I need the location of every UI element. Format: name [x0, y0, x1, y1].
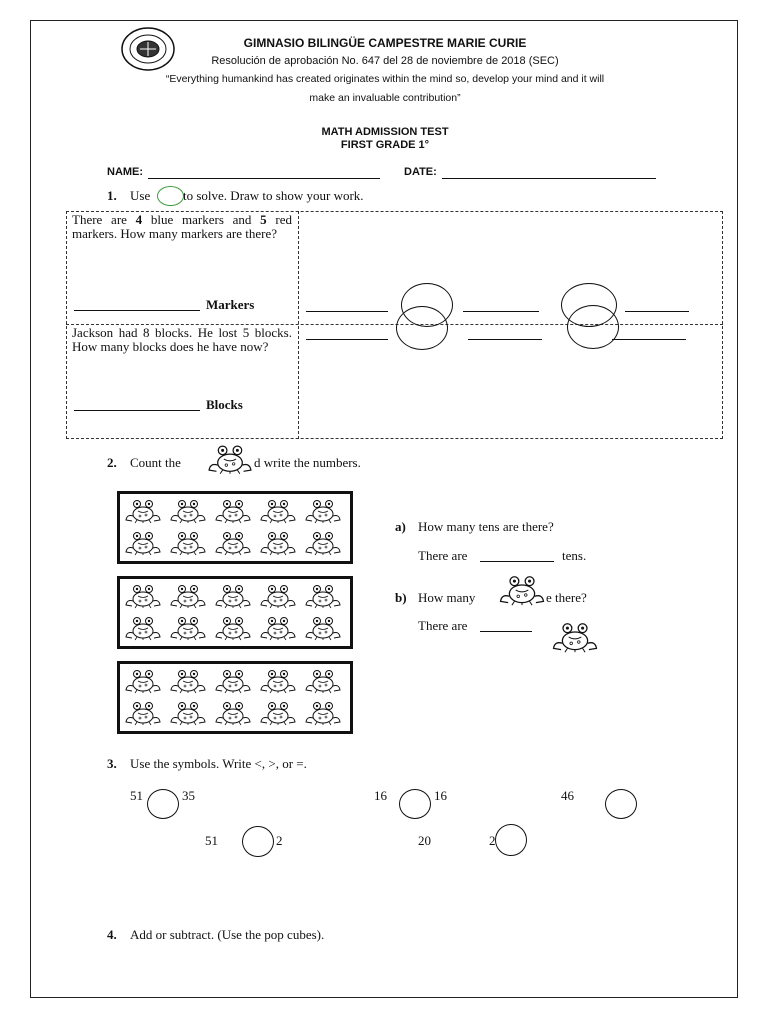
frog-icon: [214, 615, 252, 641]
work-line[interactable]: [306, 311, 388, 312]
frog-icon: [259, 530, 297, 556]
frog-icon: [169, 583, 207, 609]
frog-icon: [304, 583, 342, 609]
q1-prompt-before: Use: [130, 188, 151, 203]
frog-icon: [214, 583, 252, 609]
frog-icon: [124, 530, 162, 556]
q2a-answer-before: There are: [418, 548, 468, 563]
name-field[interactable]: [148, 178, 380, 179]
frog-icon: [124, 583, 162, 609]
frog-icon: [304, 700, 342, 726]
compare-right-number: 2: [489, 833, 496, 848]
compare-circle[interactable]: [605, 789, 637, 819]
school-name: GIMNASIO BILINGÜE CAMPESTRE MARIE CURIE: [243, 36, 527, 50]
compare-circle[interactable]: [399, 789, 431, 819]
q1-prompt-after: to solve. Draw to show your work.: [183, 188, 364, 203]
q2a-label: a): [395, 519, 406, 534]
date-field[interactable]: [442, 178, 656, 179]
q1-problem-2-text: Jackson had 8 blocks. He lost 5 blocks. How many blocks does he have now?: [72, 325, 292, 354]
q3-prompt: Use the symbols. Write <, >, or =.: [130, 756, 307, 771]
test-title: MATH ADMISSION TEST: [321, 126, 449, 138]
frog-group-box: [117, 661, 353, 734]
q2b-question-after: e there?: [546, 590, 587, 605]
frog-icon: [259, 615, 297, 641]
frog-group-box: [117, 576, 353, 649]
frog-icon: [124, 700, 162, 726]
q1-table-divider-v: [298, 211, 299, 439]
green-circle-icon: [157, 186, 184, 206]
work-circle[interactable]: [567, 305, 619, 349]
frog-icon: [124, 668, 162, 694]
frog-icon: [214, 498, 252, 524]
q2a-question: How many tens are there?: [418, 519, 554, 534]
frog-icon: [169, 530, 207, 556]
blocks-answer-line[interactable]: [74, 410, 200, 411]
compare-left-number: 16: [374, 788, 387, 803]
work-circle[interactable]: [396, 306, 448, 350]
frog-icon: [259, 668, 297, 694]
work-line[interactable]: [468, 339, 542, 340]
compare-right-number: 2: [276, 833, 283, 848]
q2b-label: b): [395, 590, 407, 605]
frog-icon: [169, 668, 207, 694]
tens-answer-line[interactable]: [480, 561, 554, 562]
q2b-question-before: How many: [418, 590, 476, 605]
compare-left-number: 51: [205, 833, 218, 848]
compare-right-number: 16: [434, 788, 447, 803]
compare-circle[interactable]: [242, 826, 274, 857]
compare-circle[interactable]: [147, 789, 179, 819]
date-label: DATE:: [404, 166, 437, 178]
q2-prompt-before: Count the: [130, 455, 181, 470]
frog-icon: [304, 530, 342, 556]
compare-left-number: 20: [418, 833, 431, 848]
q1-problem-1-text: There are 4 blue markers and 5 red markers. How many markers are there?: [72, 212, 292, 241]
markers-answer-line[interactable]: [74, 310, 200, 311]
frog-icon: [169, 615, 207, 641]
frog-icon: [304, 498, 342, 524]
frog-icon: [551, 620, 599, 654]
q2-prompt-after: d write the numbers.: [254, 455, 361, 470]
frog-icon: [214, 668, 252, 694]
name-label: NAME:: [107, 166, 144, 178]
frog-icon: [498, 573, 546, 607]
compare-circle[interactable]: [495, 824, 527, 856]
frog-icon: [259, 498, 297, 524]
frog-icon: [214, 530, 252, 556]
q4-number: 4.: [107, 927, 117, 942]
frogs-answer-line[interactable]: [480, 631, 532, 632]
frog-icon: [206, 443, 254, 475]
frog-icon: [124, 498, 162, 524]
q2b-answer-before: There are: [418, 618, 468, 633]
compare-left-number: 46: [561, 788, 574, 803]
q1-number: 1.: [107, 188, 117, 203]
quote-line-1: “Everything humankind has created originates within the mind so, develop your mind and it will: [165, 73, 605, 85]
work-line[interactable]: [625, 311, 689, 312]
resolution-line: Resolución de aprobación No. 647 del 28 de noviembre de 2018 (SEC): [211, 55, 559, 67]
quote-line-2: make an invaluable contribution”: [309, 92, 461, 104]
work-line[interactable]: [612, 339, 686, 340]
compare-left-number: 51: [130, 788, 143, 803]
q2-number: 2.: [107, 455, 117, 470]
frog-icon: [169, 498, 207, 524]
work-line[interactable]: [463, 311, 539, 312]
q2a-answer-after: tens.: [562, 548, 587, 563]
frog-icon: [304, 615, 342, 641]
blocks-label: Blocks: [206, 397, 243, 412]
compare-right-number: 35: [182, 788, 195, 803]
grade-title: FIRST GRADE 1°: [340, 139, 430, 151]
frog-icon: [259, 700, 297, 726]
frog-icon: [304, 668, 342, 694]
frog-icon: [214, 700, 252, 726]
frog-group-box: [117, 491, 353, 564]
frog-icon: [259, 583, 297, 609]
frog-icon: [124, 615, 162, 641]
q4-prompt: Add or subtract. (Use the pop cubes).: [130, 927, 325, 942]
frog-icon: [169, 700, 207, 726]
markers-label: Markers: [206, 297, 255, 312]
q3-number: 3.: [107, 756, 117, 771]
work-line[interactable]: [306, 339, 388, 340]
